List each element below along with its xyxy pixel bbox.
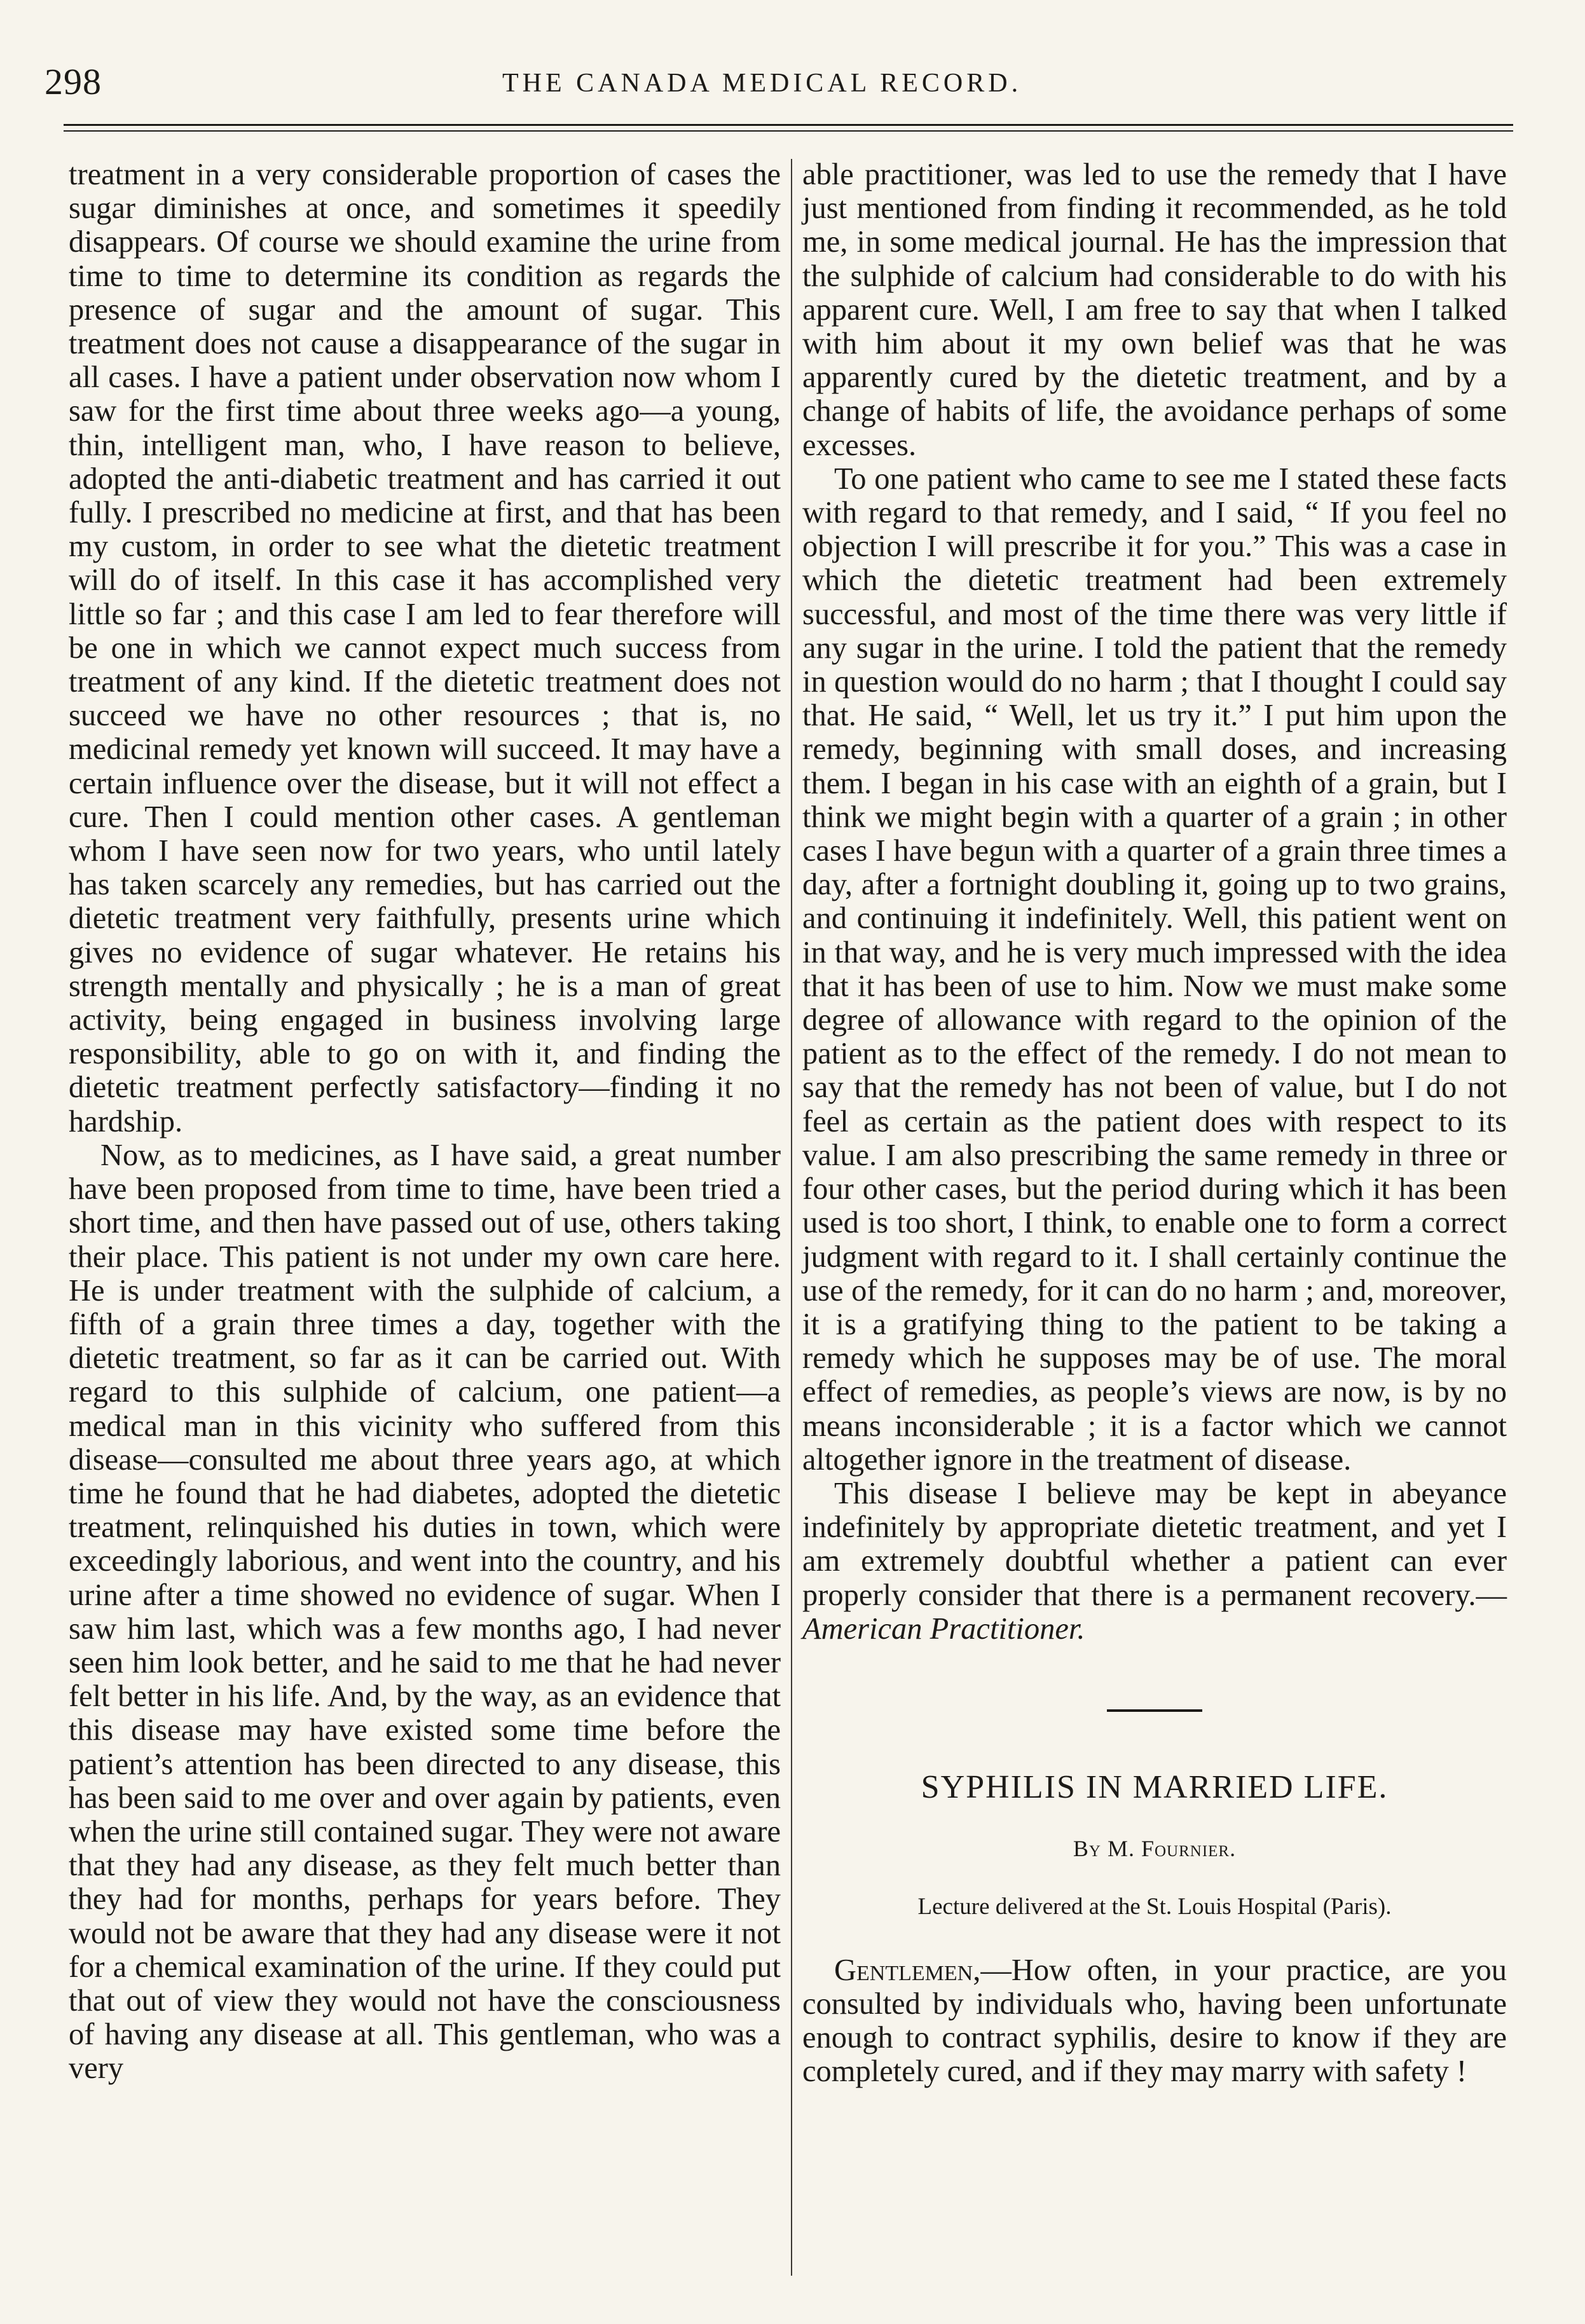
header-rule-upper	[64, 124, 1513, 126]
left-paragraph-2: Now, as to medicines, as I have said, a great number have been proposed from time to time, have been tried a short time, and then have passed out of use, others taking their place. This patient is not under my own care here. He is under treatment with the sulphide of calcium, a fifth of a grain three times a day, together with the dietetic treatment, so far as it can be carried out. With regard to this sulphide of calcium, one patient—a medical man in this vicinity who suffered from this disease—consulted me about three years ago, at which time he found that he had diabetes, adopted the dietetic treatment, relinquished his duties in town, which were exceedingly laborious, and went into the country, and his urine after a time showed no evidence of sugar. When I saw him last, which was a few months ago, I had never seen him look better, and he said to me that he had never felt better in his life. And, by the way, as an evidence that this disease may have existed some time before the patient’s attention has been directed to any disease, this has been said to me over and over again by patients, even when the urine still contained sugar. They were not aware that they had any disease, as they felt much better than they had for months, perhaps for years before. They would not be aware that they had any disease were it not for a chemical examination of the urine. If they could put that out of view they would not have the consciousness of having any disease at all. This gentleman, who was a very	[69, 1138, 781, 2086]
article-title: SYPHILIS IN MARRIED LIFE.	[921, 1768, 1389, 1805]
right-paragraph-2: To one patient who came to see me I stated these facts with regard to that remedy, and I said, “ If you feel no objection I will prescribe it for you.” This was a case in which the dietetic treatment had been extremely successful, and most of the time there was very little if any sugar in the urine. I told the patient that the remedy in question would do no harm ; that I thought I could say that. He said, “ Well, let us try it.” I put him upon the remedy, beginning with small doses, and increasing them. I began in his case with an eighth of a grain, but I think we might begin with a quarter of a grain ; in other cases I have begun with a quarter of a grain three times a day, after a fortnight doubling it, going up to two grains, and continuing it indefinitely. Well, this patient went on in that way, and he is very much impressed with the idea that it has been of use to him. Now we must make some degree of allowance with regard to the opinion of the patient as to the effect of the remedy. I do not mean to say that the remedy has not been of value, but I do not feel as certain as the patient does with respect to its value. I am also prescribing the same remedy in three or four other cases, but the period during which it has been used is too short, I think, to enable one to form a correct judgment with regard to it. I shall certainly continue the use of the remedy, for it can do no harm ; and, moreover, it is a gratifying thing to the patient to be taking a remedy which he supposes may be of use. The moral effect of remedies, as people’s views are now, is by no means inconsiderable ; it is a factor which we cannot altogether ignore in the treatment of disease.	[802, 461, 1507, 1477]
byline: By M. Fournier.	[1073, 1836, 1237, 1862]
paragraph-3-text: This disease I believe may be kept in abeyance indefinitely by appropriate dietetic treatment, and yet I am extremely doubtful whether a patient can ever properly consider that there is a permanent recovery.—	[802, 1476, 1507, 1612]
source-citation: American Practitioner.	[802, 1611, 1085, 1646]
page-number: 298	[45, 61, 102, 102]
column-divider	[791, 159, 792, 2276]
right-paragraph-3	[802, 1477, 1507, 1646]
salutation: Gentlemen,	[834, 1953, 981, 1987]
running-head: THE CANADA MEDICAL RECORD.	[502, 69, 1022, 98]
lecture-note: Lecture delivered at the St. Louis Hospital (Paris).	[917, 1894, 1392, 1920]
page-header	[45, 60, 1507, 105]
left-column	[69, 158, 781, 2086]
right-column	[802, 158, 1507, 2088]
right-paragraph-1: able practitioner, was led to use the remedy that I have just mentioned from finding it recommended, as he told me, in some medical journal. He has the impression that the sulphide of calcium had considerable to do with his apparent cure. Well, I am free to say that when I talked with him about it my own belief was that he was apparently cured by the dietetic treatment, and by a change of habits of life, the avoidance perhaps of some excesses.	[802, 158, 1507, 462]
article-divider	[1107, 1709, 1202, 1712]
right-paragraph-4	[802, 1953, 1507, 2089]
left-paragraph-1: treatment in a very considerable proportion of cases the sugar diminishes at once, and sometimes it speedily disappears. Of course we should examine the urine from time to time to determine its condition as regards the presence of sugar and the amount of sugar. This treatment does not cause a disappearance of the sugar in all cases. I have a patient under observation now whom I saw for the first time about three weeks ago—a young, thin, intelligent man, who, I have reason to believe, adopted the anti-diabetic treatment and has carried it out fully. I prescribed no medicine at first, and that has been my custom, in order to see what the dietetic treatment will do of itself. In this case it has accomplished very little so far ; and this case I am led to fear therefore will be one in which we cannot expect much success from treatment of any kind. If the dietetic treatment does not succeed we have no other resources ; that is, no medicinal remedy yet known will succeed. It may have a certain influence over the disease, but it will not effect a cure. Then I could mention other cases. A gentleman whom I have seen now for two years, who until lately has taken scarcely any remedies, but has carried out the dietetic treatment very faithfully, presents urine which gives no evidence of sugar whatever. He retains his strength mentally and physically ; he is a man of great activity, being engaged in business involving large responsibility, able to go on with it, and finding the dietetic treatment perfectly satisfactory—finding it no hardship.	[69, 158, 781, 1138]
paragraph-4-text: —How often, in your practice, are you consulted by individuals who, having been unfortunate enough to contract syphilis, desire to know if they are completely cured, and if they may marry with safety !	[802, 1953, 1507, 2089]
header-rule-lower	[64, 130, 1513, 132]
